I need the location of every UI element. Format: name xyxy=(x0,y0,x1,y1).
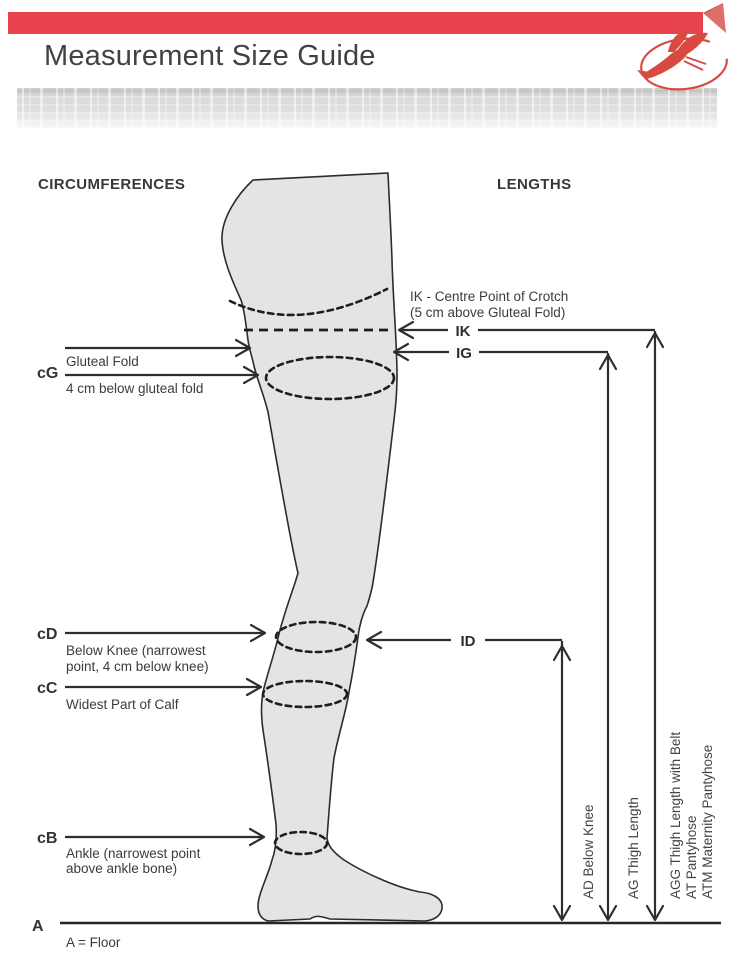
ag-thigh-length-label: AG Thigh Length xyxy=(626,797,641,899)
cc-label-line1: Widest Part of Calf xyxy=(66,697,179,712)
atm-maternity-pantyhose-label: ATM Maternity Pantyhose xyxy=(700,744,715,899)
cb-label-line1: Ankle (narrowest point xyxy=(66,846,201,861)
circumference-arrows xyxy=(65,340,265,845)
circumferences-heading: CIRCUMFERENCES xyxy=(38,176,186,193)
page-title: Measurement Size Guide xyxy=(44,40,376,72)
leg-silhouette xyxy=(222,173,442,921)
crane-bird-logo-icon xyxy=(637,28,730,94)
ig-label: IG xyxy=(456,345,472,362)
ik-note-line2: (5 cm above Gluteal Fold) xyxy=(410,305,566,320)
cc-code: cC xyxy=(37,680,58,697)
lengths-heading: LENGTHS xyxy=(497,176,572,193)
ik-label: IK xyxy=(455,323,471,340)
bird-legs xyxy=(684,57,706,70)
cg-label-line1: Gluteal Fold xyxy=(66,354,139,369)
a-floor-label: A = Floor xyxy=(66,935,121,950)
cd-label-line1: Below Knee (narrowest xyxy=(66,643,206,658)
cg-code: cG xyxy=(37,365,59,382)
at-pantyhose-label: AT Pantyhose xyxy=(684,815,699,899)
cd-code: cD xyxy=(37,626,58,643)
id-label: ID xyxy=(460,633,476,650)
cd-label-line2: point, 4 cm below knee) xyxy=(66,659,209,674)
cb-code: cB xyxy=(37,830,58,847)
length-arrows xyxy=(367,322,663,920)
cg-label-line2: 4 cm below gluteal fold xyxy=(66,381,204,396)
a-code: A xyxy=(32,918,44,935)
agg-thigh-length-belt-label: AGG Thigh Length with Belt xyxy=(668,731,683,899)
ik-note-line1: IK - Centre Point of Crotch xyxy=(410,289,569,304)
cb-label-line2: above ankle bone) xyxy=(66,861,178,876)
ad-below-knee-label: AD Below Knee xyxy=(581,804,596,899)
